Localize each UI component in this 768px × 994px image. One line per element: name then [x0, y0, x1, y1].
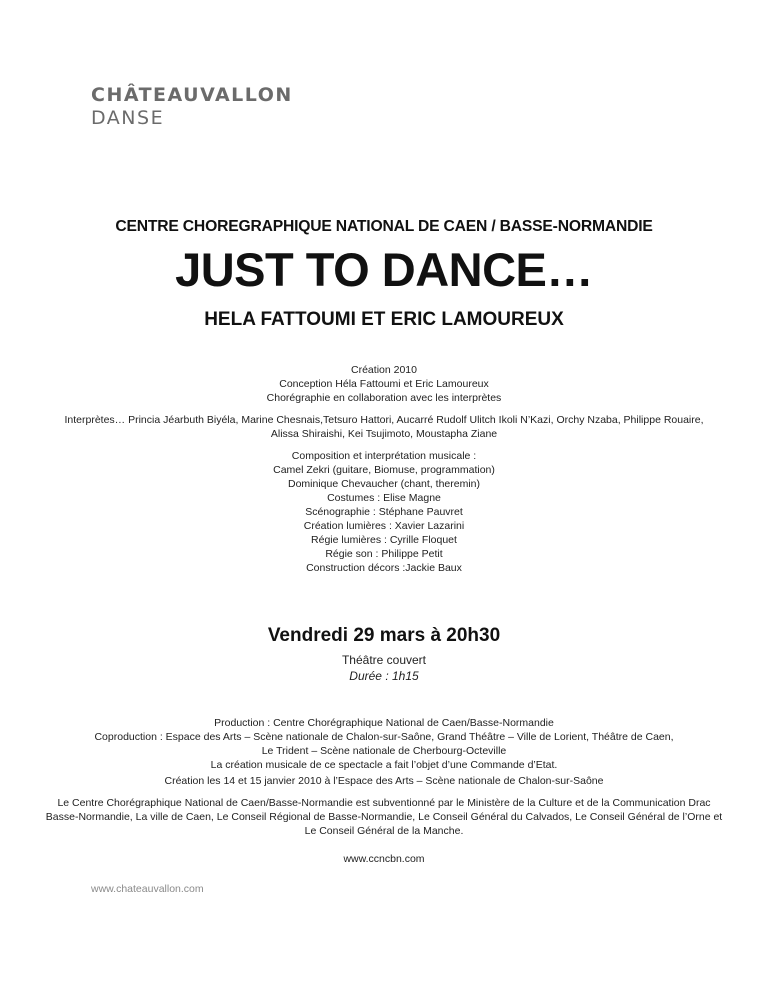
music-commission-note: La création musicale de ce spectacle a fait l’objet d’une Commande d’Etat. — [210, 759, 558, 771]
production-credit: Production : Centre Chorégraphique National de Caen/Basse-Normandie — [214, 717, 554, 729]
show-authors: HELA FATTOUMI ET ERIC LAMOUREUX — [204, 309, 564, 330]
crew-credits — [0, 449, 768, 575]
show-title: JUST TO DANCE… — [175, 243, 593, 296]
music-credit-1: Camel Zekri (guitare, Biomuse, programmation) — [273, 464, 495, 476]
performers-credit: Interprètes… Princia Jéarbuth Biyéla, Marine Chesnais,Tetsuro Hattori, Aucarré Rudolf Ulitch Ikoli N’Kazi, Orchy Nzaba, Philippe Rouaire, Alissa Shiraishi, Kei Tsujimoto, Moustapha Ziane — [64, 414, 704, 440]
choreography-credit: Chorégraphie en collaboration avec les interprètes — [266, 392, 502, 404]
performance-date: Vendredi 29 mars à 20h30 — [267, 625, 501, 646]
coproduction-credit-2: Le Trident – Scène nationale de Cherbourg-Octeville — [261, 745, 507, 757]
lighting-control-credit: Régie lumières : Cyrille Floquet — [311, 534, 457, 546]
premiere-note: Création les 14 et 15 janvier 2010 à l’Espace des Arts – Scène nationale de Chalon-sur-Saône — [164, 775, 604, 787]
credits-intro — [0, 363, 768, 405]
music-heading: Composition et interprétation musicale : — [291, 450, 477, 462]
set-construction-credit: Construction décors :Jackie Baux — [306, 562, 462, 574]
costumes-credit: Costumes : Elise Magne — [327, 492, 441, 504]
subsidy-note: Le Centre Chorégraphique National de Caen/Basse-Normandie est subventionné par le Ministère de la Culture et de la Communication Drac Basse-Normandie, La ville de Caen, Le Conseil Régional de Basse-Normandie, Le Conseil Général du Calvados, Le Conseil Général de l’Orne et Le Conseil Général de la Manche. — [45, 797, 723, 837]
performance-venue: Théâtre couvert — [341, 653, 427, 667]
scenography-credit: Scénographie : Stéphane Pauvret — [305, 506, 463, 518]
music-credit-2: Dominique Chevaucher (chant, theremin) — [287, 478, 480, 490]
production-credits — [0, 716, 768, 772]
footer-website-link[interactable]: www.chateauvallon.com — [91, 883, 204, 895]
brand-subtitle: DANSE — [91, 107, 165, 129]
sound-control-credit: Régie son : Philippe Petit — [325, 548, 443, 560]
creation-year: Création 2010 — [351, 364, 417, 376]
brand-name: CHÂTEAUVALLON — [91, 84, 293, 106]
performance-duration: Durée : 1h15 — [349, 669, 419, 683]
coproduction-credit-1: Coproduction : Espace des Arts – Scène nationale de Chalon-sur-Saône, Grand Théâtre – Ville de Lorient, Théâtre de Caen, — [94, 731, 674, 743]
lighting-credit: Création lumières : Xavier Lazarini — [303, 520, 465, 532]
company-website-link[interactable]: www.ccncbn.com — [343, 853, 425, 865]
conception-credit: Conception Héla Fattoumi et Eric Lamoureux — [279, 378, 489, 390]
organization-heading: CENTRE CHOREGRAPHIQUE NATIONAL DE CAEN / BASSE-NORMANDIE — [115, 218, 653, 235]
